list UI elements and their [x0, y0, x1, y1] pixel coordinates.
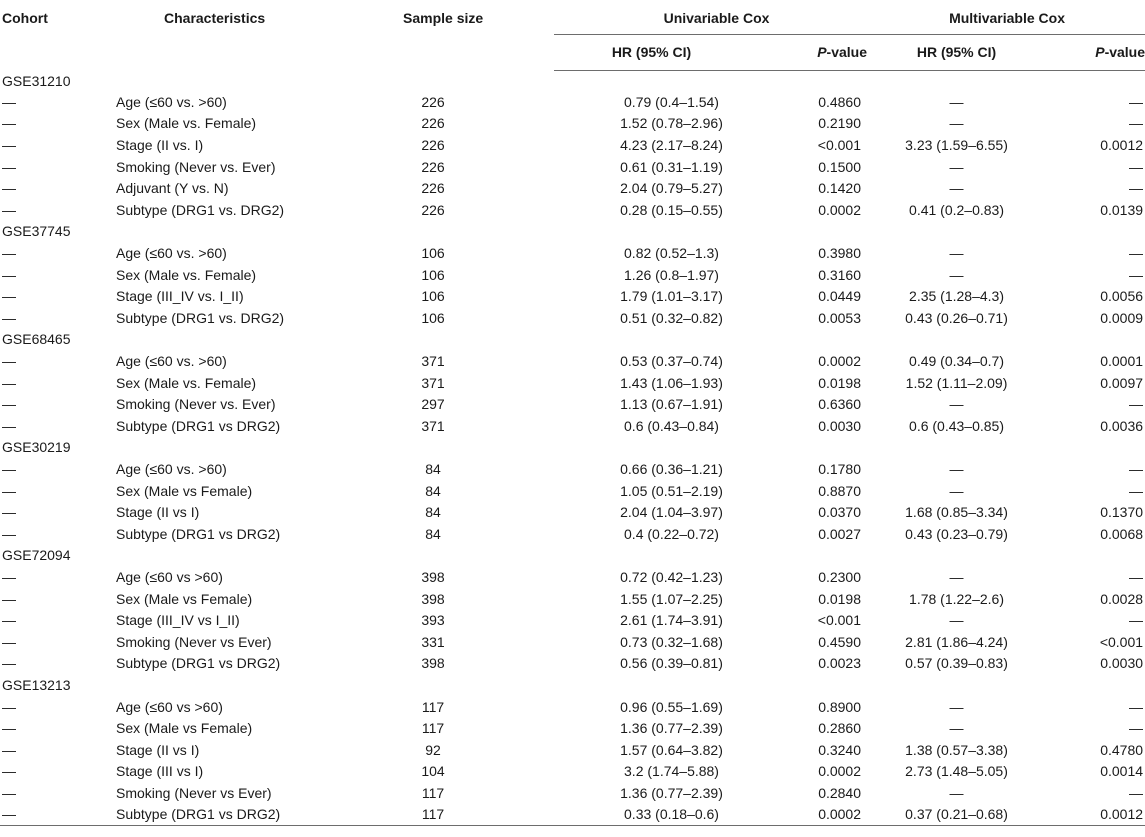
cohort-dash: — [2, 245, 16, 262]
univariable-hr: 1.05 (0.51–2.19) [620, 482, 723, 499]
table-row [0, 264, 1145, 286]
univariable-hr: 0.82 (0.52–1.3) [624, 245, 719, 262]
characteristic: Age (≤60 vs. >60) [116, 460, 227, 477]
sample-size: 226 [421, 137, 445, 154]
sample-size: 104 [421, 763, 445, 780]
cohort-dash: — [2, 633, 16, 650]
characteristic: Subtype (DRG1 vs DRG2) [116, 525, 281, 542]
table-row [0, 394, 1145, 416]
sample-size: 226 [421, 158, 445, 175]
characteristic: Age (≤60 vs >60) [116, 568, 223, 585]
univariable-pvalue: 0.8900 [818, 698, 862, 715]
multivariable-hr: 2.81 (1.86–4.24) [905, 633, 1008, 650]
multivariable-hr: — [949, 460, 964, 477]
multivariable-hr: — [949, 115, 964, 132]
multivariable-pvalue: — [1129, 482, 1144, 499]
sample-size: 371 [421, 353, 445, 370]
multivariable-pvalue: — [1129, 460, 1144, 477]
multivariable-pvalue: 0.0139 [1100, 201, 1144, 218]
sample-size: 297 [421, 396, 445, 413]
univariable-pvalue: 0.0053 [818, 309, 862, 326]
univariable-pvalue: 0.2190 [818, 115, 862, 132]
characteristic: Stage (III vs I) [116, 763, 204, 780]
multivariable-hr: — [949, 158, 964, 175]
sample-size: 117 [358, 804, 554, 826]
sample-size: 106 [421, 245, 445, 262]
p-suffix: -value [1104, 44, 1145, 60]
univariable-pvalue: 0.4860 [818, 93, 862, 110]
characteristic: Sex (Male vs. Female) [116, 115, 257, 132]
table-row [0, 631, 1145, 653]
sample-size: 226 [421, 201, 445, 218]
univariable-hr: 1.36 (0.77–2.39) [620, 720, 723, 737]
multivariable-hr: 1.52 (1.11–2.09) [905, 374, 1008, 391]
multivariable-pvalue: 0.0001 [1100, 353, 1144, 370]
header-univariable-pvalue [749, 34, 869, 70]
univariable-hr: 4.23 (2.17–8.24) [620, 137, 723, 154]
table-row [0, 308, 1145, 330]
sample-size: 398 [421, 655, 445, 672]
table-row [0, 286, 1145, 308]
cohort-row [0, 675, 1145, 697]
univariable-pvalue: 0.4590 [818, 633, 862, 650]
cohort-dash: — [2, 266, 16, 283]
cohort-dash: — [2, 93, 16, 110]
univariable-hr: 0.33 (0.18–0.6) [554, 804, 749, 826]
p-italic: P [1095, 44, 1105, 60]
univariable-pvalue: <0.001 [817, 137, 862, 154]
univariable-hr: 0.51 (0.32–0.82) [620, 309, 723, 326]
cohort-row [0, 329, 1145, 351]
header-characteristics: Characteristics [164, 10, 266, 26]
multivariable-pvalue: 0.0009 [1100, 309, 1144, 326]
multivariable-pvalue: — [1129, 245, 1144, 262]
cohort-name: GSE31210 [2, 72, 71, 89]
table-row [0, 696, 1145, 718]
univariable-hr: 1.55 (1.07–2.25) [620, 590, 723, 607]
univariable-hr: 2.04 (0.79–5.27) [620, 180, 723, 197]
sample-size: 393 [421, 612, 445, 629]
multivariable-pvalue: 0.1370 [1100, 504, 1144, 521]
table-row [0, 113, 1145, 135]
univariable-hr: 2.61 (1.74–3.91) [620, 612, 723, 629]
table-row [0, 718, 1145, 740]
characteristic: Stage (II vs I) [116, 504, 200, 521]
multivariable-pvalue: <0.001 [1099, 633, 1144, 650]
sample-size: 117 [421, 784, 445, 801]
sample-size: 84 [425, 504, 441, 521]
cohort-name: GSE13213 [2, 676, 71, 693]
univariable-hr: 0.4 (0.22–0.72) [624, 525, 719, 542]
table-row [0, 804, 1145, 826]
univariable-hr: 0.56 (0.39–0.81) [620, 655, 723, 672]
univariable-pvalue: 0.3240 [818, 741, 862, 758]
header-row-top [0, 0, 1145, 34]
univariable-pvalue: 0.0002 [818, 763, 862, 780]
table-row [0, 739, 1145, 761]
multivariable-hr: 3.23 (1.59–6.55) [905, 137, 1008, 154]
table-header [0, 0, 1145, 70]
multivariable-pvalue: — [1129, 698, 1144, 715]
cohort-dash: — [2, 763, 16, 780]
sample-size: 331 [421, 633, 445, 650]
univariable-hr: 0.28 (0.15–0.55) [620, 201, 723, 218]
univariable-hr: 1.52 (0.78–2.96) [620, 115, 723, 132]
cohort-dash: — [2, 309, 16, 326]
univariable-pvalue: 0.0002 [818, 201, 862, 218]
cohort-dash: — [0, 804, 110, 826]
multivariable-pvalue: — [1129, 612, 1144, 629]
characteristic: Age (≤60 vs >60) [116, 698, 223, 715]
cohort-dash: — [2, 590, 16, 607]
multivariable-pvalue: 0.0036 [1100, 417, 1144, 434]
cohort-name: GSE30219 [2, 439, 71, 456]
univariable-hr: 1.36 (0.77–2.39) [620, 784, 723, 801]
characteristic: Smoking (Never vs Ever) [116, 784, 272, 801]
multivariable-hr: — [949, 180, 964, 197]
cohort-dash: — [2, 396, 16, 413]
multivariable-pvalue: — [1129, 396, 1144, 413]
univariable-hr: 0.66 (0.36–1.21) [620, 460, 723, 477]
table-row [0, 135, 1145, 157]
sample-size: 117 [421, 698, 445, 715]
cohort-dash: — [2, 504, 16, 521]
header-multivariable-hr: HR (95% CI) [869, 34, 1044, 70]
cohort-dash: — [2, 460, 16, 477]
multivariable-hr: 2.35 (1.28–4.3) [909, 288, 1004, 305]
characteristic: Stage (III_IV vs. I_II) [116, 288, 244, 305]
multivariable-pvalue: — [1129, 266, 1144, 283]
characteristic: Adjuvant (Y vs. N) [116, 180, 229, 197]
cohort-dash: — [2, 720, 16, 737]
sample-size: 226 [421, 115, 445, 132]
characteristic: Smoking (Never vs. Ever) [116, 396, 276, 413]
univariable-hr: 1.43 (1.06–1.93) [620, 374, 723, 391]
multivariable-hr: — [949, 720, 964, 737]
multivariable-pvalue: — [1129, 93, 1144, 110]
characteristic: Stage (II vs. I) [116, 137, 204, 154]
characteristic: Stage (II vs I) [116, 741, 200, 758]
univariable-pvalue: 0.1420 [818, 180, 862, 197]
univariable-hr: 1.26 (0.8–1.97) [624, 266, 719, 283]
p-italic: P [817, 44, 827, 60]
table-row [0, 567, 1145, 589]
univariable-hr: 0.96 (0.55–1.69) [620, 698, 723, 715]
characteristic: Subtype (DRG1 vs DRG2) [116, 655, 281, 672]
multivariable-hr: — [949, 482, 964, 499]
table-row [0, 783, 1145, 805]
cohort-row [0, 221, 1145, 243]
multivariable-hr: 2.73 (1.48–5.05) [905, 763, 1008, 780]
table-body [0, 70, 1145, 826]
characteristic: Age (≤60 vs. >60) [116, 245, 227, 262]
multivariable-pvalue: 0.0014 [1100, 763, 1144, 780]
multivariable-pvalue: — [1129, 115, 1144, 132]
cohort-dash: — [2, 741, 16, 758]
multivariable-hr: 0.49 (0.34–0.7) [909, 353, 1004, 370]
multivariable-pvalue: 0.0097 [1100, 374, 1144, 391]
table-row [0, 502, 1145, 524]
multivariable-pvalue: — [1129, 158, 1144, 175]
multivariable-pvalue: 0.0068 [1100, 525, 1144, 542]
cohort-dash: — [2, 288, 16, 305]
sample-size: 84 [425, 482, 441, 499]
sample-size: 84 [425, 525, 441, 542]
header-univariable-cox: Univariable Cox [554, 0, 869, 34]
univariable-hr: 0.73 (0.32–1.68) [620, 633, 723, 650]
cohort-dash: — [2, 525, 16, 542]
sample-size: 371 [421, 374, 445, 391]
multivariable-hr: 1.38 (0.57–3.38) [905, 741, 1008, 758]
univariable-pvalue: 0.0030 [818, 417, 862, 434]
multivariable-pvalue: 0.0030 [1100, 655, 1144, 672]
cohort-dash: — [2, 612, 16, 629]
multivariable-hr: — [949, 266, 964, 283]
characteristic: Sex (Male vs Female) [116, 590, 253, 607]
cohort-dash: — [2, 180, 16, 197]
univariable-pvalue: <0.001 [817, 612, 862, 629]
cohort-row [0, 70, 1145, 92]
cohort-dash: — [2, 115, 16, 132]
multivariable-hr: 1.68 (0.85–3.34) [905, 504, 1008, 521]
cohort-dash: — [2, 158, 16, 175]
header-sample-size: Sample size [403, 10, 484, 26]
sample-size: 84 [425, 460, 441, 477]
univariable-hr: 3.2 (1.74–5.88) [624, 763, 719, 780]
characteristic: Subtype (DRG1 vs DRG2) [110, 804, 358, 826]
table-row [0, 761, 1145, 783]
table-row [0, 459, 1145, 481]
cohort-dash: — [2, 201, 16, 218]
multivariable-pvalue: — [1129, 720, 1144, 737]
cohort-name: GSE72094 [2, 547, 71, 564]
multivariable-hr: 0.43 (0.26–0.71) [905, 309, 1008, 326]
table-row [0, 200, 1145, 222]
sample-size: 226 [421, 180, 445, 197]
multivariable-hr: — [949, 568, 964, 585]
cohort-dash: — [2, 417, 16, 434]
cohort-row [0, 437, 1145, 459]
sample-size: 106 [421, 309, 445, 326]
univariable-hr: 0.79 (0.4–1.54) [624, 93, 719, 110]
cohort-name: GSE68465 [2, 331, 71, 348]
table-row [0, 92, 1145, 114]
cohort-dash: — [2, 374, 16, 391]
characteristic: Sex (Male vs Female) [116, 720, 253, 737]
multivariable-pvalue: 0.0028 [1100, 590, 1144, 607]
univariable-pvalue: 0.0002 [749, 804, 869, 826]
univariable-pvalue: 0.3160 [818, 266, 862, 283]
univariable-hr: 1.57 (0.64–3.82) [620, 741, 723, 758]
table-row [0, 588, 1145, 610]
characteristic: Subtype (DRG1 vs. DRG2) [116, 309, 285, 326]
cohort-dash: — [2, 784, 16, 801]
sample-size: 92 [425, 741, 441, 758]
sample-size: 117 [421, 720, 445, 737]
univariable-hr: 0.61 (0.31–1.19) [620, 158, 723, 175]
univariable-pvalue: 0.0449 [818, 288, 862, 305]
sample-size: 226 [421, 93, 445, 110]
multivariable-hr: — [949, 396, 964, 413]
sample-size: 371 [421, 417, 445, 434]
multivariable-pvalue: — [1129, 568, 1144, 585]
multivariable-hr: 0.6 (0.43–0.85) [909, 417, 1004, 434]
univariable-hr: 0.72 (0.42–1.23) [620, 568, 723, 585]
cohort-dash: — [2, 137, 16, 154]
cohort-dash: — [2, 698, 16, 715]
table-row [0, 610, 1145, 632]
table-row [0, 243, 1145, 265]
univariable-hr: 0.53 (0.37–0.74) [620, 353, 723, 370]
characteristic: Subtype (DRG1 vs DRG2) [116, 417, 281, 434]
multivariable-pvalue: 0.0056 [1100, 288, 1144, 305]
sample-size: 398 [421, 590, 445, 607]
univariable-pvalue: 0.6360 [818, 396, 862, 413]
univariable-hr: 2.04 (1.04–3.97) [620, 504, 723, 521]
header-multivariable-cox: Multivariable Cox [869, 0, 1145, 34]
table-row [0, 351, 1145, 373]
multivariable-pvalue: — [1129, 784, 1144, 801]
univariable-pvalue: 0.1780 [818, 460, 862, 477]
univariable-pvalue: 0.3980 [818, 245, 862, 262]
multivariable-hr: 1.78 (1.22–2.6) [909, 590, 1004, 607]
univariable-pvalue: 0.2300 [818, 568, 862, 585]
univariable-pvalue: 0.0002 [818, 353, 862, 370]
univariable-pvalue: 0.0370 [818, 504, 862, 521]
multivariable-hr: — [949, 698, 964, 715]
univariable-pvalue: 0.0198 [818, 374, 862, 391]
characteristic: Stage (III_IV vs I_II) [116, 612, 240, 629]
univariable-pvalue: 0.2840 [818, 784, 862, 801]
p-suffix: -value [826, 44, 868, 60]
univariable-hr: 1.13 (0.67–1.91) [620, 396, 723, 413]
table-row [0, 372, 1145, 394]
sample-size: 398 [421, 568, 445, 585]
univariable-pvalue: 0.0023 [818, 655, 862, 672]
multivariable-pvalue: 0.0012 [1100, 137, 1144, 154]
univariable-pvalue: 0.0027 [818, 525, 862, 542]
table-row [0, 178, 1145, 200]
header-univariable-hr: HR (95% CI) [554, 34, 749, 70]
table-row [0, 156, 1145, 178]
table-row [0, 523, 1145, 545]
multivariable-hr: 0.57 (0.39–0.83) [905, 655, 1008, 672]
characteristic: Age (≤60 vs. >60) [116, 93, 227, 110]
table-row [0, 480, 1145, 502]
cohort-name: GSE37745 [2, 223, 71, 240]
multivariable-hr: — [949, 93, 964, 110]
multivariable-hr: — [949, 245, 964, 262]
header-multivariable-pvalue [1044, 34, 1145, 70]
characteristic: Sex (Male vs Female) [116, 482, 253, 499]
cohort-dash: — [2, 568, 16, 585]
univariable-pvalue: 0.2860 [818, 720, 862, 737]
multivariable-hr: 0.37 (0.21–0.68) [869, 804, 1044, 826]
univariable-pvalue: 0.1500 [818, 158, 862, 175]
multivariable-pvalue: 0.0012 [1044, 804, 1145, 826]
characteristic: Sex (Male vs. Female) [116, 374, 257, 391]
multivariable-hr: 0.41 (0.2–0.83) [909, 201, 1004, 218]
multivariable-hr: 0.43 (0.23–0.79) [905, 525, 1008, 542]
table-row [0, 653, 1145, 675]
cohort-row [0, 545, 1145, 567]
characteristic: Subtype (DRG1 vs. DRG2) [116, 201, 285, 218]
sample-size: 106 [421, 288, 445, 305]
univariable-hr: 0.6 (0.43–0.84) [624, 417, 719, 434]
cohort-dash: — [2, 482, 16, 499]
univariable-pvalue: 0.8870 [818, 482, 862, 499]
multivariable-pvalue: 0.4780 [1100, 741, 1144, 758]
characteristic: Age (≤60 vs. >60) [116, 353, 227, 370]
sample-size: 106 [421, 266, 445, 283]
cohort-dash: — [2, 655, 16, 672]
characteristic: Smoking (Never vs Ever) [116, 633, 272, 650]
characteristic: Smoking (Never vs. Ever) [116, 158, 276, 175]
multivariable-hr: — [949, 612, 964, 629]
multivariable-hr: — [949, 784, 964, 801]
characteristic: Sex (Male vs. Female) [116, 266, 257, 283]
header-cohort: Cohort [2, 10, 48, 26]
cohort-dash: — [2, 353, 16, 370]
multivariable-pvalue: — [1129, 180, 1144, 197]
univariable-pvalue: 0.0198 [818, 590, 862, 607]
univariable-hr: 1.79 (1.01–3.17) [620, 288, 723, 305]
table-row [0, 416, 1145, 438]
